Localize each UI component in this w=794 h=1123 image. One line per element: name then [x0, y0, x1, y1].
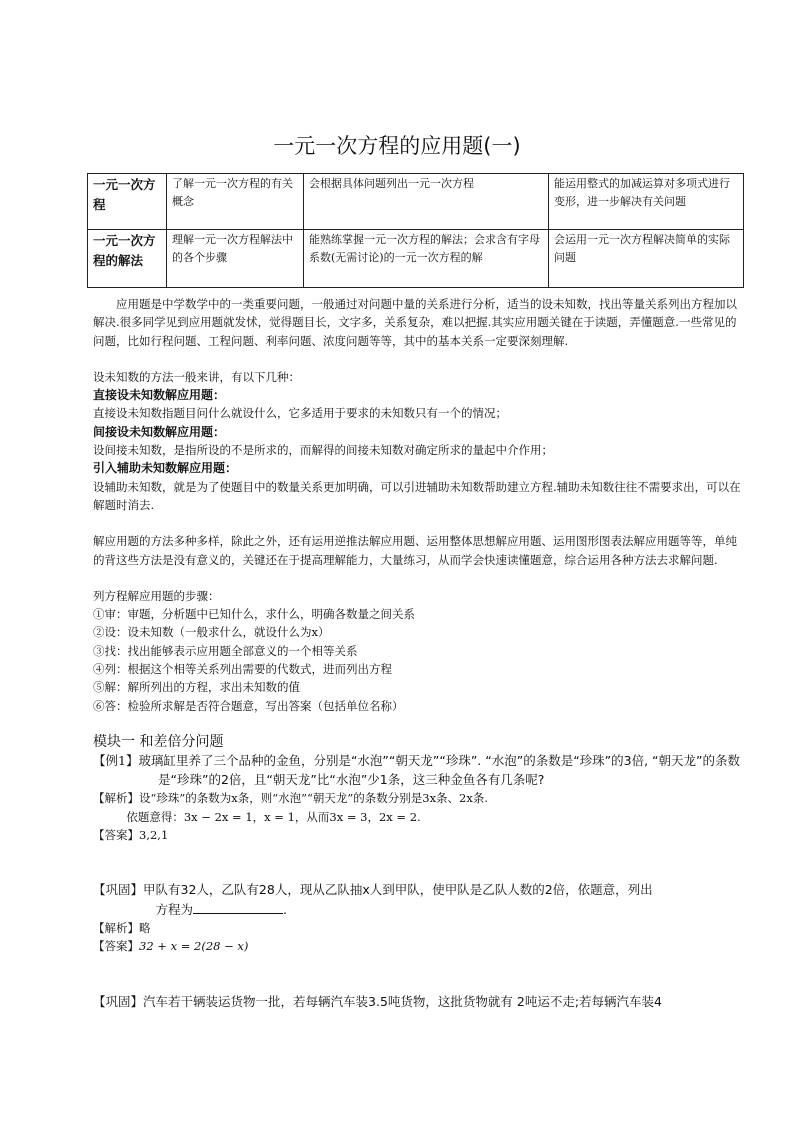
- consolidate-question: 汽车若干辆装运货物一批，若每辆汽车装3.5吨货物，这批货物就有 2吨运不走;若每辆汽车装4: [143, 993, 662, 1009]
- example-question: 玻璃缸里养了三个品种的金鱼，分别是“水泡”“朝天龙”“珍珠”. “水泡”的条数是“珍珠”的3倍, “朝天龙”的条数是“珍珠”的2倍，且“朝天龙”比“水泡”少1条，这三种金鱼各有几条呢?: [138, 753, 741, 788]
- step-item: ⑥答：检验所求解是否符合题意，写出答案（包括单位名称）: [93, 698, 404, 713]
- consolidate-question-cont: 方程为: [155, 902, 194, 918]
- answer-text: 3,2,1: [139, 827, 169, 842]
- step-item: ①审：审题，分析题中已知什么，求什么，明确各数量之间关系: [93, 607, 415, 622]
- method-indirect-title: 间接设未知数解应用题：: [93, 424, 226, 439]
- analysis-equation: 依题意得：3x − 2x = 1，x = 1，从而3x = 3，2x = 2.: [126, 809, 421, 824]
- step-item: ②设：设未知数（一般求什么，就设什么为x）: [93, 625, 330, 640]
- answer-text: 32 + x = 2(28 − x): [139, 939, 249, 954]
- analysis-tag: 【解析】: [93, 921, 139, 936]
- analysis-text: 设“珍珠”的条数为x条，则“水泡”“朝天龙”的条数分别是3x条、2x条.: [139, 791, 489, 806]
- step-item: ④列：根据这个相等关系列出需要的代数式，进而列出方程: [93, 662, 392, 677]
- method-auxiliary-text: 设辅助未知数，就是为了使题目中的数量关系更加明确，可以引进辅助未知数帮助建立方程.辅助未知数往往不需要求出，可以在解题时消去.: [93, 479, 741, 512]
- table-cell: 会运用一元一次方程解决简单的实际问题: [549, 230, 744, 288]
- table-row: [88, 174, 744, 230]
- example-tag: 【例1】: [93, 753, 139, 769]
- table-cell: 理解一元一次方程解法中的各个步骤: [167, 230, 304, 288]
- table-row: [88, 230, 744, 288]
- consolidate-tag: 【巩固】: [93, 993, 144, 1009]
- answer-blank: [193, 899, 283, 914]
- content-body: [93, 295, 743, 1011]
- step-item: ③找：找出能够表示应用题全部意义的一个相等关系: [93, 643, 358, 658]
- answer-tag: 【答案】: [93, 939, 139, 954]
- table-cell: 能熟练掌握一元一次方程的解法；会求含有字母系数(无需讨论)的一元一次方程的解: [304, 230, 549, 288]
- analysis-text: 略: [139, 921, 151, 936]
- method-direct-title: 直接设未知数解应用题：: [93, 388, 226, 403]
- example-1: [93, 751, 743, 844]
- answer-tag: 【答案】: [93, 827, 139, 842]
- table-cell: 能运用整式的加减运算对多项式进行变形，进一步解决有关问题: [549, 174, 744, 230]
- steps-lead: 列方程解应用题的步骤：: [93, 588, 220, 603]
- consolidate-1: 【巩固】甲队有32人，乙队有28人，现从乙队抽x人到甲队，使甲队是乙队人数的2倍，依题意，列出 方程为 . 【解析】略 【答案】32 + x = 2(28 − x): [93, 882, 653, 954]
- method-auxiliary-title: 引入辅助未知数解应用题：: [93, 461, 238, 476]
- table-cell: 会根据具体问题列出一元一次方程: [304, 174, 549, 230]
- methods-paragraph: 解应用题的方法多种多样，除此之外，还有运用逆推法解应用题、运用整体思想解应用题、运用图形图表法解应用题等等，单纯的背这些方法是没有意义的，关键还在于提高理解能力，大量练习，从而学会快速读懂题意，综合运用各种方法去求解问题.: [93, 534, 737, 567]
- consolidate-tag: 【巩固】: [93, 882, 144, 898]
- method-direct-text: 直接设未知数指题目问什么就设什么，它多适用于要求的未知数只有一个的情况；: [93, 406, 507, 421]
- row-heading: 一元一次方程: [88, 174, 167, 230]
- analysis-tag: 【解析】: [93, 791, 139, 806]
- consolidate-2: [93, 992, 743, 1011]
- objectives-table: [87, 173, 744, 288]
- row-heading: 一元一次方程的解法: [88, 230, 167, 288]
- method-indirect-text: 设间接未知数，是指所设的不是所求的，而解得的间接未知数对确定所求的量起中介作用；: [93, 443, 553, 458]
- module-heading: 模块一 和差倍分问题: [93, 733, 224, 750]
- consolidate-question: 甲队有32人，乙队有28人，现从乙队抽x人到甲队，使甲队是乙队人数的2倍，依题意，列出: [143, 882, 653, 898]
- table-cell: 了解一元一次方程的有关概念: [167, 174, 304, 230]
- unknowns-lead: 设未知数的方法一般来讲，有以下几种：: [93, 369, 300, 384]
- intro-paragraph: 应用题是中学数学中的一类重要问题，一般通过对问题中量的关系进行分析，适当的设未知数，找出等量关系列出方程加以解决.很多同学见到应用题就发怵，觉得题目长，文字多，关系复杂，难以把握.其实应用题关键在于读题，弄懂题意.一些常见的问题，比如行程问题、工程问题、利率问题、浓度问题等等，其中的基本关系一定要深刻理解.: [93, 297, 737, 348]
- page-title: 一元一次方程的应用题(一): [273, 134, 521, 158]
- step-item: ⑤解：解所列出的方程，求出未知数的值: [93, 680, 300, 695]
